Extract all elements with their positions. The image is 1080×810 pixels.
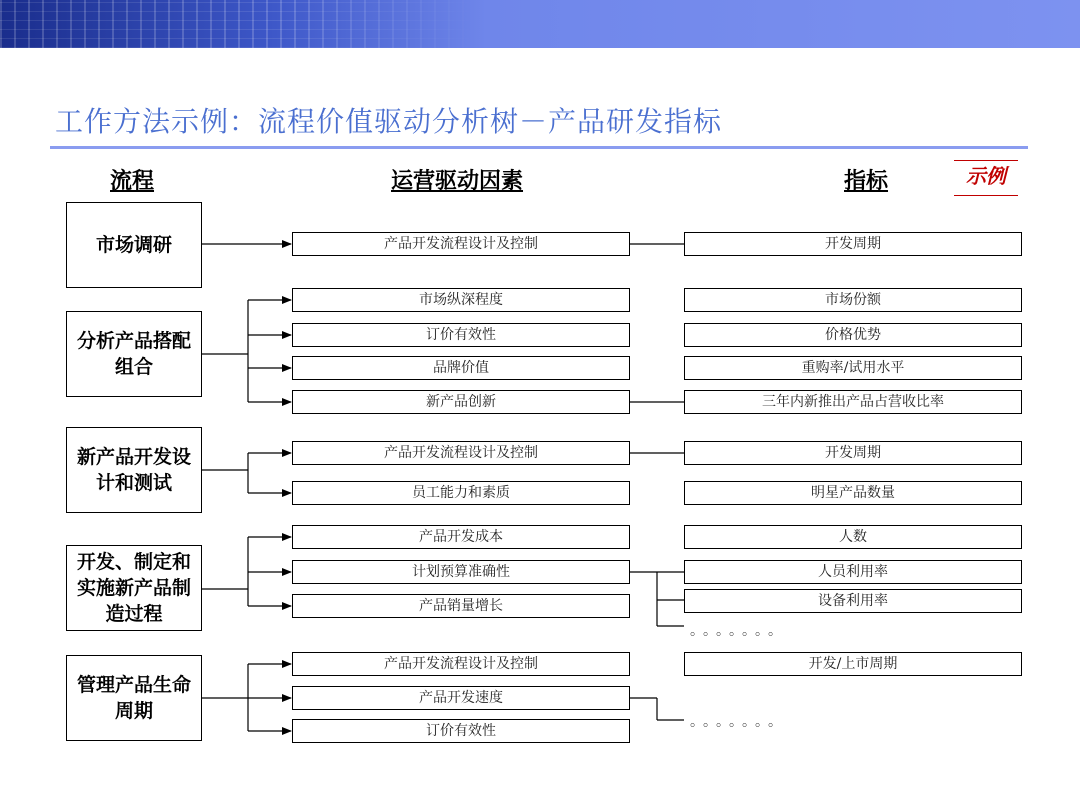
metric-box: 人员利用率 [684, 560, 1022, 584]
metric-box: 三年内新推出产品占营收比率 [684, 390, 1022, 414]
process-box: 分析产品搭配组合 [66, 311, 202, 397]
metric-box: 市场份额 [684, 288, 1022, 312]
more-metrics-ellipsis: 。。。。。。。 [690, 623, 788, 639]
process-box: 市场调研 [66, 202, 202, 288]
driver-box: 订价有效性 [292, 719, 630, 743]
metric-box: 价格优势 [684, 323, 1022, 347]
driver-box: 市场纵深程度 [292, 288, 630, 312]
metric-box: 明星产品数量 [684, 481, 1022, 505]
metrics-column-header: 指标 [844, 169, 889, 194]
driver-box: 产品开发速度 [292, 686, 630, 710]
process-box: 新产品开发设计和测试 [66, 427, 202, 513]
driver-box: 新产品创新 [292, 390, 630, 414]
driver-box: 产品销量增长 [292, 594, 630, 618]
driver-box: 产品开发流程设计及控制 [292, 441, 630, 465]
metric-box: 人数 [684, 525, 1022, 549]
driver-box: 员工能力和素质 [292, 481, 630, 505]
driver-box: 品牌价值 [292, 356, 630, 380]
driver-box: 产品开发流程设计及控制 [292, 652, 630, 676]
example-label: 示例 [954, 160, 1018, 196]
metric-box: 开发周期 [684, 232, 1022, 256]
more-metrics-ellipsis: 。。。。。。。 [690, 714, 788, 730]
metric-box: 开发周期 [684, 441, 1022, 465]
driver-box: 订价有效性 [292, 323, 630, 347]
driver-box: 产品开发成本 [292, 525, 630, 549]
metric-box: 设备利用率 [684, 589, 1022, 613]
process-box: 管理产品生命周期 [66, 655, 202, 741]
driver-box: 产品开发流程设计及控制 [292, 232, 630, 256]
metric-box: 开发/上市周期 [684, 652, 1022, 676]
process-column-header: 流程 [110, 169, 155, 194]
metric-box: 重购率/试用水平 [684, 356, 1022, 380]
driver-box: 计划预算准确性 [292, 560, 630, 584]
page-title: 工作方法示例：流程价值驱动分析树－产品研发指标 [55, 105, 723, 138]
drivers-column-header: 运营驱动因素 [391, 169, 524, 194]
process-box: 开发、制定和实施新产品制造过程 [66, 545, 202, 631]
